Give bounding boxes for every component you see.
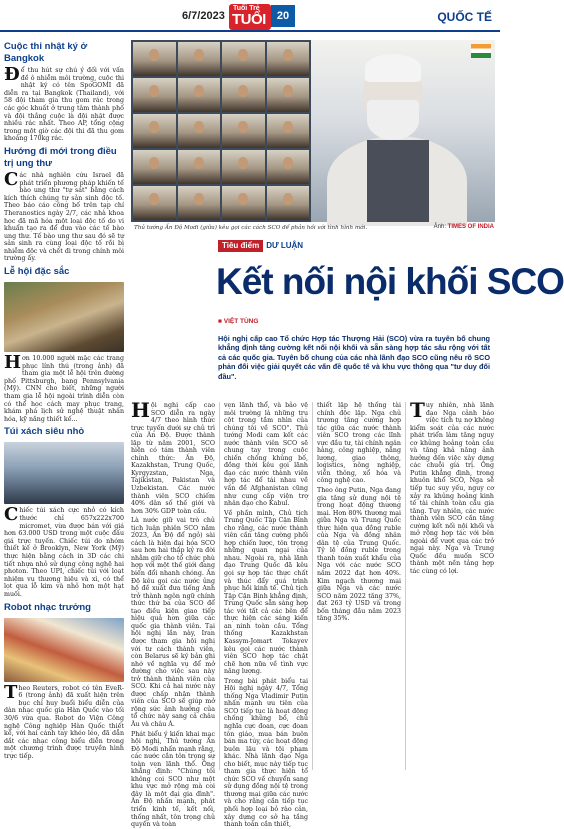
article-lead: Hội nghị cấp cao Tổ chức Hợp tác Thượng Hải (SCO) vừa ra tuyên bố chung khẳng định tăng cường kết nối nội khối và sẵn sàng hợp tác sâu rộng với tất cả các quốc gia. Tuyên bố chung của các nhà lãnh đạo SCO cũng nêu rõ SCO phản đối việc giải quyết các vấn đề quốc tế và khu vực thông qua "tư duy đối đầu". (218, 334, 490, 381)
paragraph: vẹn lãnh thổ, và bảo vệ môi trường là những trụ cột trong tầm nhìn của chúng tôi về SCO". Thủ tướng Modi cam kết các nước thành viên SCO sẽ chung tay trong cuộc chiến chống khủng bố, đồng thời kêu gọi lãnh đạo các nước thành viên hợp tác để tái nhau về vấn đề Afghanistan cũng như cung cấp viện trợ nhân đạo cho Kabul. (224, 402, 308, 508)
article-column-2 (224, 402, 308, 829)
brief-title-bangkok: Cuộc thi nhật ký ở Bangkok (4, 41, 88, 64)
column-divider (405, 402, 406, 770)
credit-source: TIMES OF INDIA (447, 224, 494, 230)
brief-text-cancer (4, 168, 124, 263)
brief-title-robot: Robot nhạc trưởng (4, 601, 91, 613)
kicker-tag: Tiêu điểm (218, 240, 263, 252)
brief-body: ơn 10.000 người mặc các trang phục lính thú (trong ảnh) đã tham gia một lễ hội trên đường phố Pittsburgh, bang Pennsylvania (Mỹ). CNN cho biết, những người tham gia lễ hội ngoài trình diễn còn có thể học cách may phục trang, khám phá lịch sử nghệ thuật nhân hóa, kỹ năng thiết kế... (4, 355, 124, 423)
sco-summit-photo (131, 40, 495, 222)
article-column-1 (131, 398, 215, 829)
brief-text-bag (4, 504, 124, 598)
participant-tile (222, 114, 265, 148)
header-rule (0, 30, 500, 32)
participant-tile (178, 78, 221, 112)
micro-bag-photo (4, 442, 124, 504)
paragraph (410, 398, 494, 576)
article-headline: Kết nối nội khối SCO (216, 261, 564, 302)
paragraph: Trong bài phát biểu tại Hội nghị ngày 4/7, Tổng thống Nga Vladimir Putin nhấn mạnh ưu tiên của SCO tiếp tục là hoạt động chống khủng bố, chủ nghĩa cực đoan, cực đoan tôn giáo, mua bán buôn bán ma túy, các hoạt động buôn lậu và tội phạm khác. Nhà lãnh đạo Nga cho biết, mục này tiếp tục tham gia thực hiện tổ chức SCO về chuyển sang sử dụng đồng nội tệ trong thương mại giữa các nước và cho rằng cần tiếp tục phối hợp loại bỏ rào cản, xây dựng cơ sở hạ tầng thanh toán cần thiết, (224, 677, 308, 829)
participant-tile (133, 42, 176, 76)
brief-title-bag: Túi xách siêu nhỏ (4, 426, 85, 438)
participant-tile (222, 186, 265, 220)
brief-text-robot (4, 681, 124, 761)
paragraph (131, 398, 215, 515)
brief-text-festival (4, 352, 124, 423)
section-title: QUỐC TẾ (437, 10, 492, 24)
paragraph-text: ội nghị cấp cao SCO diễn ra ngày 4/7 theo hình thức trực tuyến dưới sự chủ trì của Ấn Độ. Được thành lập từ năm 2001, SCO hiện có tám thành viên chính thức: Ấn Độ, Kazakhstan, Trung Quốc, Kyrgyzstan, Nga, Tajikistan, Pakistan và Uzbekistan. Các nước thành viên SCO chiếm 40% dân số thế giới và hơn 30% GDP toàn cầu. (131, 402, 215, 515)
speaker-vest (367, 140, 429, 222)
brief-text-bangkok (4, 64, 124, 143)
participant-tile (267, 42, 310, 76)
speaker-beard (367, 100, 419, 140)
speaker-figure (311, 40, 495, 222)
paragraph: thiết lập hệ thống tài chính độc lập. Nga chủ trương tăng cường hợp tác giữa các nước thành viên SCO trong các lĩnh vực đầu tư, tài chính ngân hàng, công nghiệp, năng lượng, giao thông, logistics, nông nghiệp, viễn thông, xổ hóa và công nghệ cao. (317, 402, 401, 485)
drop-cap: T (410, 398, 425, 422)
column-divider (312, 402, 313, 770)
column-divider (219, 402, 220, 770)
logo-main-text: TUỔI (232, 11, 266, 28)
festival-photo (4, 282, 124, 352)
speaker-hair (365, 54, 421, 82)
drop-cap: T (4, 681, 18, 703)
brief-body: hiếc túi xách cực nhỏ có kích thước chỉ 657x222x700 micromet, vừa được bán với giá hơn 63.000 USD trong một cuộc đấu giá trực tuyến. Chiếc túi do nhóm thiết kế ở Brooklyn, New York (Mỹ) thực hiện bằng cách in 3D các chi tiết nhựa nhỏ sử dụng công nghệ hai photon. Theo UPI, chiếc túi với loạt nhiệm vụ thương hiệu và xì, có thể lọt qua lỗ kim và nhỏ hơn một hạt muối. (4, 507, 124, 598)
participant-tile (222, 42, 265, 76)
participant-tile (178, 150, 221, 184)
participant-tile (178, 42, 221, 76)
brief-title-cancer: Hướng đi mới trong điều trị ung thư (4, 145, 117, 169)
brief-title-festival: Lễ hội đặc sắc (4, 266, 70, 278)
article-column-4 (410, 398, 494, 772)
newspaper-logo[interactable] (229, 4, 271, 30)
author-name: VIỆT TÙNG (223, 318, 259, 325)
participant-tile (267, 150, 310, 184)
robot-conductor-photo (4, 618, 124, 682)
drop-cap: H (131, 398, 150, 422)
participant-tile (133, 78, 176, 112)
brief-body: ể thu hút sự chú ý đối với vấn đề ô nhiễm môi trường, cuộc thi nhật ký có tên SpoGOMI đã diễn ra tại Bangkok (Thailand), với 58 đội tham gia thu gom rác trong các góc khuất ở trung tâm thành phố và đội thắng cuộc là đội nhặt được nhiều rác nhất. Theo AP, tổng cộng trong một giờ các đội thi đã thu gom khoảng 170kg rác. (4, 67, 124, 143)
article-byline: ■ VIỆT TÙNG (218, 318, 259, 325)
brief-body: ác nhà nghiên cứu Israel đã phát triển phương pháp khiến tế bào ung thư "tự sát" bằng cách kích thích chúng tự sản sinh độc tố. Theo báo cáo công bố trên tạp chí Theranostics ngày 2/7, các nhà khoa học đã mã hóa một loại độc tố do vi khuẩn tạo ra để đưa vào các tế bào ung thư. Tế bào ung thư sau đó sẽ tự sản sinh ra cùng loại độc tố rồi bị nhiễm độc và chết đi trong chính môi trường ấy. (4, 171, 124, 263)
participant-tile (178, 114, 221, 148)
participant-tile (267, 186, 310, 220)
participant-tile (133, 114, 176, 148)
video-conference-grid (131, 40, 311, 222)
photo-credit (434, 224, 494, 230)
participant-tile (267, 114, 310, 148)
drop-cap: H (4, 352, 22, 374)
page-header (0, 0, 500, 34)
kicker-label: DƯ LUẬN (266, 241, 304, 250)
drop-cap: Đ (4, 64, 20, 85)
news-briefs-column (4, 38, 124, 770)
drop-cap: C (4, 168, 19, 190)
participant-tile (133, 186, 176, 220)
article-column-3 (317, 402, 401, 772)
paragraph: Là nước giữ vai trò chủ tịch luân phiên SCO năm 2023, Ấn Độ để ngỏ) sài cách là hiện đại hóa SCO sau hơn hai thập kỷ ra đời nhằm giữ cho tổ chức phù hợp với một thế giới đang biến đổi nhanh chóng. Ấn Độ kêu gọi các nước ủng hộ đề xuất đưa tiếng Anh trở thành ngôn ngữ chính thức thứ ba của SCO để tạo điều kiện giao tiếp hiệu quả hơn giữa các quốc gia thành viên. Tại hội nghị lần này, Iran được tham gia hội nghị với tư cách thành viên, còn Belarus sẽ ký bản ghi nhớ về nghĩa vụ để mở đường cho việc sau này trở thành thành viên của SCO. Khi cả hai nước này được chấp nhận thành viên của SCO sẽ giúp mở rộng sức ảnh hưởng của tổ chức này sang cả châu Âu và châu Á. (131, 517, 215, 728)
india-flag-icon (471, 44, 491, 58)
photo-caption: Thủ tướng Ấn Độ Modi (giữa) kêu gọi các cách SCO để phản hồi với tình hình mới. (134, 225, 368, 231)
page-number: 20 (271, 5, 295, 27)
participant-tile (133, 150, 176, 184)
issue-date: 6/7/2023 (182, 10, 225, 22)
paragraph: Theo ông Putin, Nga đang gia tăng sử dụng nội tệ trong hoạt động thương mại. Hơn 80% thương mại giữa Nga và Trung Quốc thực hiện qua đồng ruble của Nga và đồng nhân dân tệ của Trung Quốc. Tỷ lệ đồng ruble trong thanh toán xuất khẩu của Nga với các nước SCO năm 2022 đạt hơn 40%. Kim ngạch thương mại giữa Nga và các nước SCO năm 2022 tăng 37%, đạt 263 tỷ USD và trong bốn tháng đầu năm 2023 tăng 35%. (317, 487, 401, 623)
drop-cap: C (4, 504, 19, 526)
participant-tile (178, 186, 221, 220)
credit-prefix: Ảnh: (433, 224, 446, 230)
participant-tile (267, 78, 310, 112)
article-kicker (218, 240, 303, 253)
paragraph: Phát biểu ý kiến khai mạc hội nghị, Thủ tướng Ấn Độ Modi nhấn mạnh rằng, các nước cần tôn trọng sự toàn vẹn lãnh thổ. Ông khẳng định: "Chúng tôi không coi SCO như một khu vực mở rộng mà coi đây là một đại gia đình". Ấn Độ nhấn mạnh, phát triển kinh tế, kết nối, thống nhất, tôn trọng chủ quyền và toàn (131, 730, 215, 829)
paragraph-text: uy nhiên, nhà lãnh đạo Nga cảnh báo việc tích tụ nợ không kiểm soát của các nước phát triển làm tăng nguy cơ khủng hoảng toàn cầu và tăng khả năng ảnh hưởng đến việc xây dựng các chuỗi giá trị. Ông Putin khẳng định, trong khuôn khổ SCO, Nga sẽ tiếp tục suy yếu, nguy cơ xảy ra khủng hoảng kinh tế tài chính toàn cầu gia tăng. Tuy nhiên, các nước thành viên SCO cần tăng cường kết nối nội khối và mở rộng hợp tác với bên ngoài để vượt qua các trở ngại này. Nga và Trung Quốc đều muốn SCO thành một nền tảng hợp tác cùng có lợi. (410, 402, 494, 576)
logo-top-text: Tuổi Trẻ (233, 5, 260, 12)
paragraph: Về phần mình, Chủ tịch Trung Quốc Tập Cận Bình cho rằng, các nước thành viên cần tăng cường phối hợp chiến lược, tôn trọng những quan ngại của nhau. Ngoài ra, nhà lãnh đạo Trung Quốc đã kêu gọi sự hợp tác thực chất và thúc đẩy quá trình phục hồi kinh tế. Chủ tịch Tập Cận Bình khẳng định, Trung Quốc sẵn sàng hợp tác với tất cả các bên để thực hiện các sáng kiến an ninh toàn cầu. Tổng thống Kazakhstan Kassym-Jomart Tokayev kêu gọi các nước thành viên SCO hợp tác chặt chẽ hơn nữa về tình vực năng lượng. (224, 509, 308, 676)
participant-tile (222, 150, 265, 184)
brief-body: heo Reuters, robot có tên EveR-6 (trong ảnh) đã xuất hiện trên bục chỉ huy buổi biểu diễn của dàn nhạc quốc gia Hàn Quốc vào tối 30/6 vừa qua. Robot do Viện Công nghệ Công nghiệp Hàn Quốc thiết kế, với hai cánh tay khéo léo, đã dẫn dắt các nhạc công biểu diễn trong một chương trình được truyền hình trực tiếp. (4, 684, 124, 760)
participant-tile (222, 78, 265, 112)
